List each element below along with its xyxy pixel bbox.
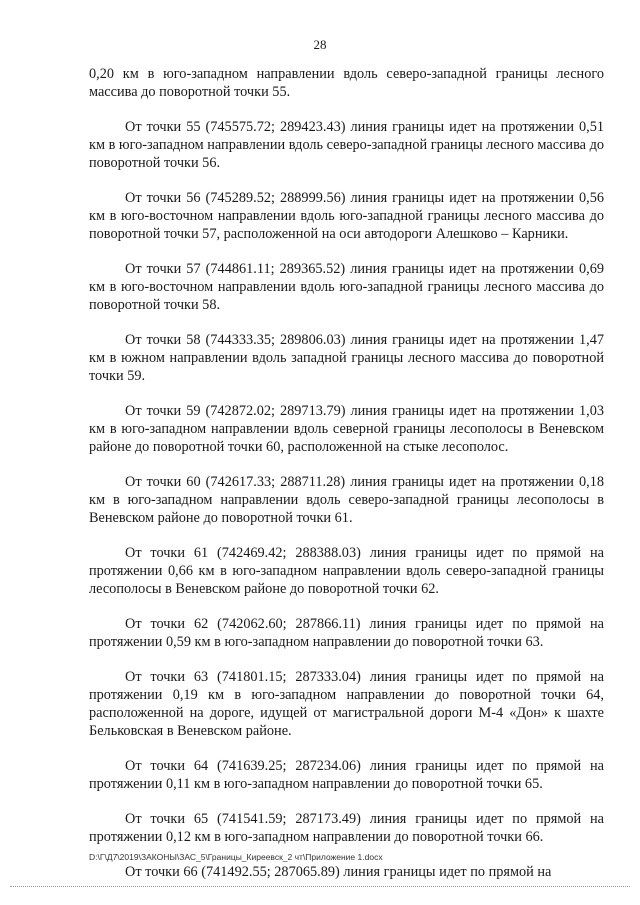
paragraph-10: От точки 63 (741801.15; 287333.04) линия границы идет по прямой на протяжении 0,19 км в юго-западном направлении до поворотной точки 64, расположенной на дороге, идущей от магистральной дороги М-4 «Дон» к шахте Бельковская в Веневском районе. — [89, 669, 604, 739]
paragraph-3: От точки 56 (745289.52; 288999.56) линия границы идет на протяжении 0,56 км в юго-восточном направлении вдоль юго-западной границы лесного массива до поворотной точки 57, расположенной на оси автодороги Алешково – Карники. — [89, 190, 604, 242]
paragraph-13: От точки 66 (741492.55; 287065.89) линия границы идет по прямой на — [125, 864, 552, 880]
paragraph-4: От точки 57 (744861.11; 289365.52) линия границы идет на протяжении 0,69 км в юго-восточном направлении вдоль юго-западной границы лесного массива до поворотной точки 58. — [89, 261, 604, 313]
paragraph-1: 0,20 км в юго-западном направлении вдоль северо-западной границы лесного массива до поворотной точки 55. — [89, 66, 604, 100]
paragraph-7: От точки 60 (742617.33; 288711.28) линия границы идет на протяжении 0,18 км в юго-западном направлении вдоль северо-западной границы лесополосы в Веневском районе до поворотной точки 61. — [89, 474, 604, 526]
document-body — [89, 65, 604, 898]
page-number: 28 — [313, 37, 327, 52]
scan-edge-line — [10, 886, 630, 887]
paragraph-5: От точки 58 (744333.35; 289806.03) линия границы идет на протяжении 1,47 км в южном направлении вдоль западной границы лесного массива до поворотной точки 59. — [89, 332, 604, 384]
paragraph-2: От точки 55 (745575.72; 289423.43) линия границы идет на протяжении 0,51 км в юго-западном направлении вдоль северо-западной границы лесного массива до поворотной точки 56. — [89, 119, 604, 171]
paragraph-6: От точки 59 (742872.02; 289713.79) линия границы идет на протяжении 1,03 км в юго-западном направлении вдоль северной границы лесополосы в Веневском районе до поворотной точки 60, расположенной на стыке лесополос. — [89, 403, 604, 455]
paragraph-9: От точки 62 (742062.60; 287866.11) линия границы идет по прямой на протяжении 0,59 км в юго-западном направлении до поворотной точки 63. — [89, 616, 604, 650]
paragraph-12: От точки 65 (741541.59; 287173.49) линия границы идет по прямой на протяжении 0,12 км в юго-западном направлении до поворотной точки 66. — [89, 811, 604, 845]
file-path-footer: D:\Г\Д7\2019\ЗАКОНЫ\ЗАС_5\Границы_Киреевск_2 чт\Приложение 1.docx — [89, 852, 383, 862]
paragraph-8: От точки 61 (742469.42; 288388.03) линия границы идет по прямой на протяжении 0,66 км в юго-западном направлении вдоль северо-западной границы лесополосы в Веневском районе до поворотной точки 62. — [89, 545, 604, 597]
paragraph-11: От точки 64 (741639.25; 287234.06) линия границы идет по прямой на протяжении 0,11 км в юго-западном направлении до поворотной точки 65. — [89, 758, 604, 792]
